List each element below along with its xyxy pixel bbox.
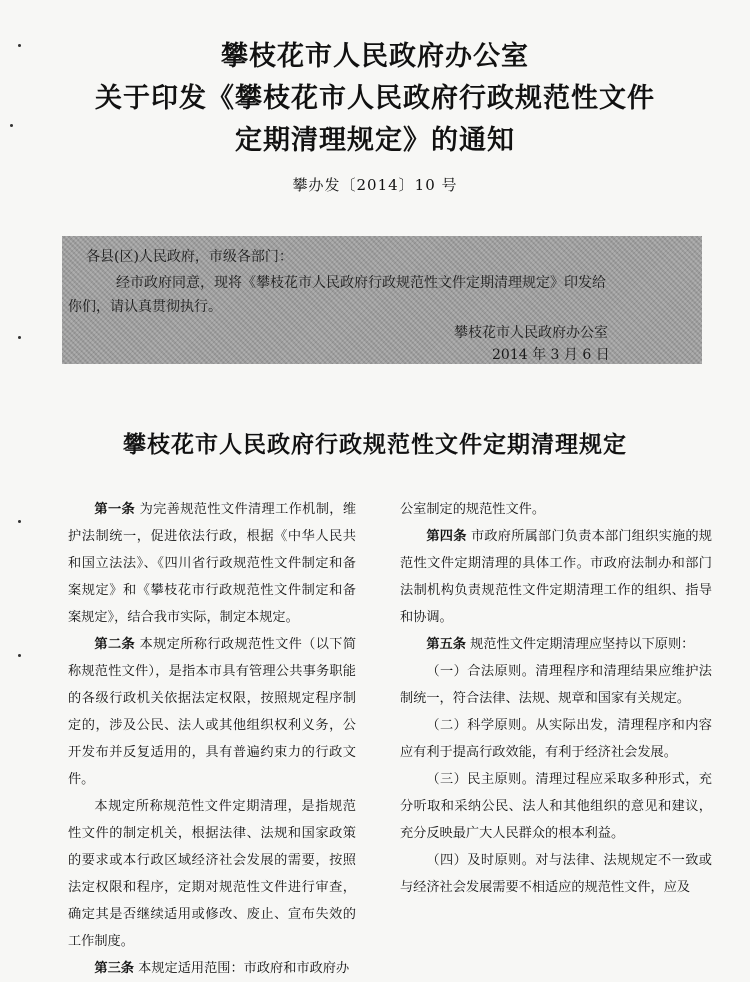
- article-text: 本规定所称规范性文件定期清理，是指规范性文件的制定机关，根据法律、法规和国家政策的要求或本行政区域经济社会发展的需要，按照法定权限和程序，定期对规范性文件进行审查，确定其是否继续适用或修改、废止、宣布失效的工作制度。: [68, 799, 356, 949]
- article-label: 第二条: [94, 637, 136, 652]
- principle-text: （二）科学原则。从实际出发，清理程序和内容应有利于提高行政效能，有利于经济社会发展。: [400, 718, 712, 760]
- notice-body-line-2: 你们，请认真贯彻执行。: [68, 299, 222, 315]
- article-text: 本规定所称行政规范性文件（以下简称规范性文件），是指本市具有管理公共事务职能的各级行政机关依据法定权限，按照规定程序制定的，涉及公民、法人或其他组织权利义务，公开发布并反复适用的，具有普遍约束力的行政文件。: [68, 637, 357, 787]
- left-column: [68, 496, 356, 982]
- principle-legality: [400, 658, 712, 712]
- notice-title-line-2: 关于印发《攀枝花市人民政府行政规范性文件: [95, 83, 655, 114]
- principle-text: （四）及时原则。对与法律、法规规定不一致或与经济社会发展需要不相适应的规范性文件，应及: [400, 853, 712, 895]
- principle-text: （一）合法原则。清理程序和清理结果应维护法制统一，符合法律、法规、规章和国家有关规定。: [400, 664, 712, 706]
- notice-title-line-1: 攀枝花市人民政府办公室: [221, 41, 529, 72]
- notice-body-line-1: 经市政府同意，现将《攀枝花市人民政府行政规范性文件定期清理规定》印发给: [116, 275, 606, 291]
- notice-salutation: 各县(区)人民政府，市级各部门：: [86, 249, 293, 265]
- notice-box: [62, 236, 702, 364]
- article-label: 第四条: [426, 529, 467, 544]
- notice-date: 2014 年 3 月 6 日: [492, 347, 610, 363]
- article-4: [400, 523, 712, 631]
- scan-mark: [18, 520, 21, 523]
- article-label: 第五条: [426, 637, 466, 652]
- article-text: 本规定适用范围：市政府和市政府办: [138, 961, 350, 976]
- article-text: 公室制定的规范性文件。: [400, 502, 546, 517]
- article-1: [68, 496, 356, 631]
- article-3: [68, 955, 356, 982]
- principle-science: [400, 712, 712, 766]
- document-number: 攀办发〔2014〕10 号: [292, 176, 458, 194]
- article-text: 规范性文件定期清理应坚持以下原则：: [470, 637, 695, 652]
- regulation-title: 攀枝花市人民政府行政规范性文件定期清理规定: [123, 432, 627, 458]
- scan-mark: [18, 654, 21, 657]
- principle-timeliness: [400, 847, 712, 901]
- article-label: 第三条: [94, 961, 134, 976]
- principle-democracy: [400, 766, 712, 847]
- right-column: [400, 496, 712, 901]
- principle-text: （三）民主原则。清理过程应采取多种形式，充分听取和采纳公民、法人和其他组织的意见和建议，充分反映最广大人民群众的根本利益。: [400, 772, 712, 841]
- article-label: 第一条: [94, 502, 136, 517]
- notice-title-line-3: 定期清理规定》的通知: [235, 125, 515, 156]
- article-3-continued: [400, 496, 712, 523]
- article-2-paragraph-2: [68, 793, 356, 955]
- article-2: [68, 631, 356, 793]
- article-5: [400, 631, 712, 658]
- article-text: 市政府所属部门负责本部门组织实施的规范性文件定期清理的具体工作。市政府法制办和部门法制机构负责规范性文件定期清理工作的组织、指导和协调。: [400, 529, 712, 625]
- notice-signature: 攀枝花市人民政府办公室: [454, 325, 608, 341]
- article-text: 为完善规范性文件清理工作机制，维护法制统一，促进依法行政，根据《中华人民共和国立法法》、《四川省行政规范性文件制定和备案规定》和《攀枝花市行政规范性文件制定和备案规定》，结合我市实际，制定本规定。: [68, 502, 357, 625]
- scan-mark: [18, 336, 21, 339]
